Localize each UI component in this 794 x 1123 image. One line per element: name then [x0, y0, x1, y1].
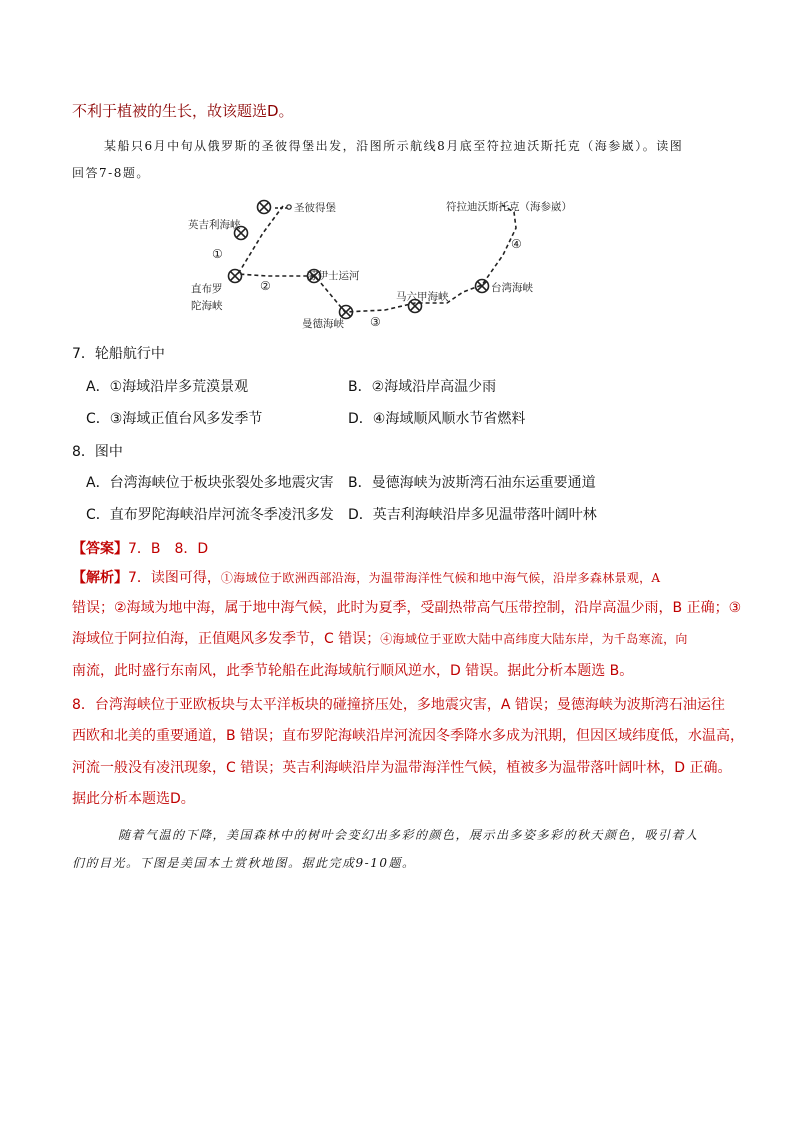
analysis-line-5: 8．台湾海峡位于亚欧板块与太平洋板块的碰撞挤压处，多地震灾害，A 错误；曼德海峡为波斯湾石油运往 — [72, 697, 725, 713]
analysis-label: 【解析】 — [72, 570, 128, 586]
question-7-option-b: B．②海域沿岸高温少雨 — [348, 379, 497, 395]
analysis-line-3 — [72, 630, 688, 648]
label-taiwan-strait: 台湾海峡 — [491, 282, 533, 294]
route-line — [238, 205, 516, 312]
question-8-stem: 8．图中 — [72, 444, 123, 460]
label-st-petersburg: 圣彼得堡 — [294, 202, 336, 214]
question-7-option-d: D．④海域顺风顺水节省燃料 — [348, 411, 526, 427]
analysis-line-2: 错误；②海域为地中海，属于地中海气候，此时为夏季，受副热带高气压带控制，沿岸高温少雨，B 正确；③ — [72, 600, 742, 616]
question-intro-line-2: 回答7-8题。 — [72, 166, 150, 180]
analysis-text: ④海域位于亚欧大陆中高纬度大陆东岸，为千岛寒流，向 — [380, 632, 688, 646]
analysis-line-7: 河流一般没有凌汛现象，C 错误；英吉利海峡沿岸为温带海洋性气候，植被多为温带落叶阔叶林，D 正确。 — [72, 760, 732, 776]
question-8-option-c: C．直布罗陀海峡沿岸河流冬季凌汛多发 — [86, 507, 334, 523]
question-7-option-a: A．①海域沿岸多荒漠景观 — [86, 379, 249, 395]
label-vladivostok: 符拉迪沃斯托克（海参崴） — [446, 201, 572, 213]
next-intro-line-1: 随着气温的下降，美国森林中的树叶会变幻出多彩的颜色，展示出多姿多彩的秋天颜色，吸引着人 — [118, 828, 699, 842]
question-7-option-c: C．③海域正值台风多发季节 — [86, 411, 263, 427]
answer-label: 【答案】 — [72, 541, 128, 557]
answer-line — [72, 540, 208, 558]
strait-marker-st-petersburg — [258, 201, 271, 214]
label-malacca-strait: 马六甲海峡 — [396, 291, 449, 303]
label-gibraltar-line1: 直布罗 — [191, 283, 223, 295]
analysis-line-4: 南流，此时盛行东南风，此季节轮船在此海域航行顺风逆水，D 错误。据此分析本题选 B。 — [72, 663, 634, 679]
question-8-option-d: D．英吉利海峡沿岸多见温带落叶阔叶林 — [348, 507, 597, 523]
route-number-3: ③ — [370, 315, 381, 329]
analysis-line-6: 西欧和北美的重要通道，B 错误；直布罗陀海峡沿岸河流因冬季降水多成为汛期，但因区域纬度低，水温高， — [72, 728, 745, 744]
answer-text: 7．B 8．D — [128, 541, 209, 557]
question-8-option-a: A．台湾海峡位于板块张裂处多地震灾害 — [86, 475, 334, 491]
shipping-route-map — [180, 190, 620, 335]
previous-answer-conclusion: 不利于植被的生长，故该题选D。 — [72, 102, 294, 120]
analysis-line-8: 据此分析本题选D。 — [72, 791, 195, 807]
route-number-4: ④ — [511, 237, 522, 251]
question-intro-line-1: 某船只6月中旬从俄罗斯的圣彼得堡出发，沿图所示航线8月底至符拉迪沃斯托克（海参崴）。读图 — [104, 139, 684, 153]
label-mandeb-strait: 曼德海峡 — [302, 318, 344, 330]
analysis-line-1 — [72, 569, 660, 587]
analysis-text: 7．读图可得， — [128, 570, 221, 586]
question-8-option-b: B．曼德海峡为波斯湾石油东运重要通道 — [348, 475, 596, 491]
question-7-stem: 7．轮船航行中 — [72, 346, 165, 362]
label-gibraltar-line2: 陀海峡 — [191, 300, 223, 312]
label-english-channel: 英吉利海峡 — [188, 219, 241, 231]
analysis-text: ①海域位于欧洲西部沿海，为温带海洋性气候和地中海气候，沿岸多森林景观，A — [220, 571, 661, 585]
analysis-text: 海域位于阿拉伯海，正值飓风多发季节，C 错误； — [72, 631, 381, 647]
route-number-1: ① — [212, 247, 223, 261]
next-intro-line-2: 们的目光。下图是美国本土赏秋地图。据此完成9-10题。 — [72, 856, 416, 870]
label-suez-canal: 苏伊士运河 — [307, 270, 360, 282]
route-number-2: ② — [260, 279, 271, 293]
strait-marker-gibraltar — [229, 270, 242, 283]
st-petersburg-dot — [287, 205, 291, 209]
